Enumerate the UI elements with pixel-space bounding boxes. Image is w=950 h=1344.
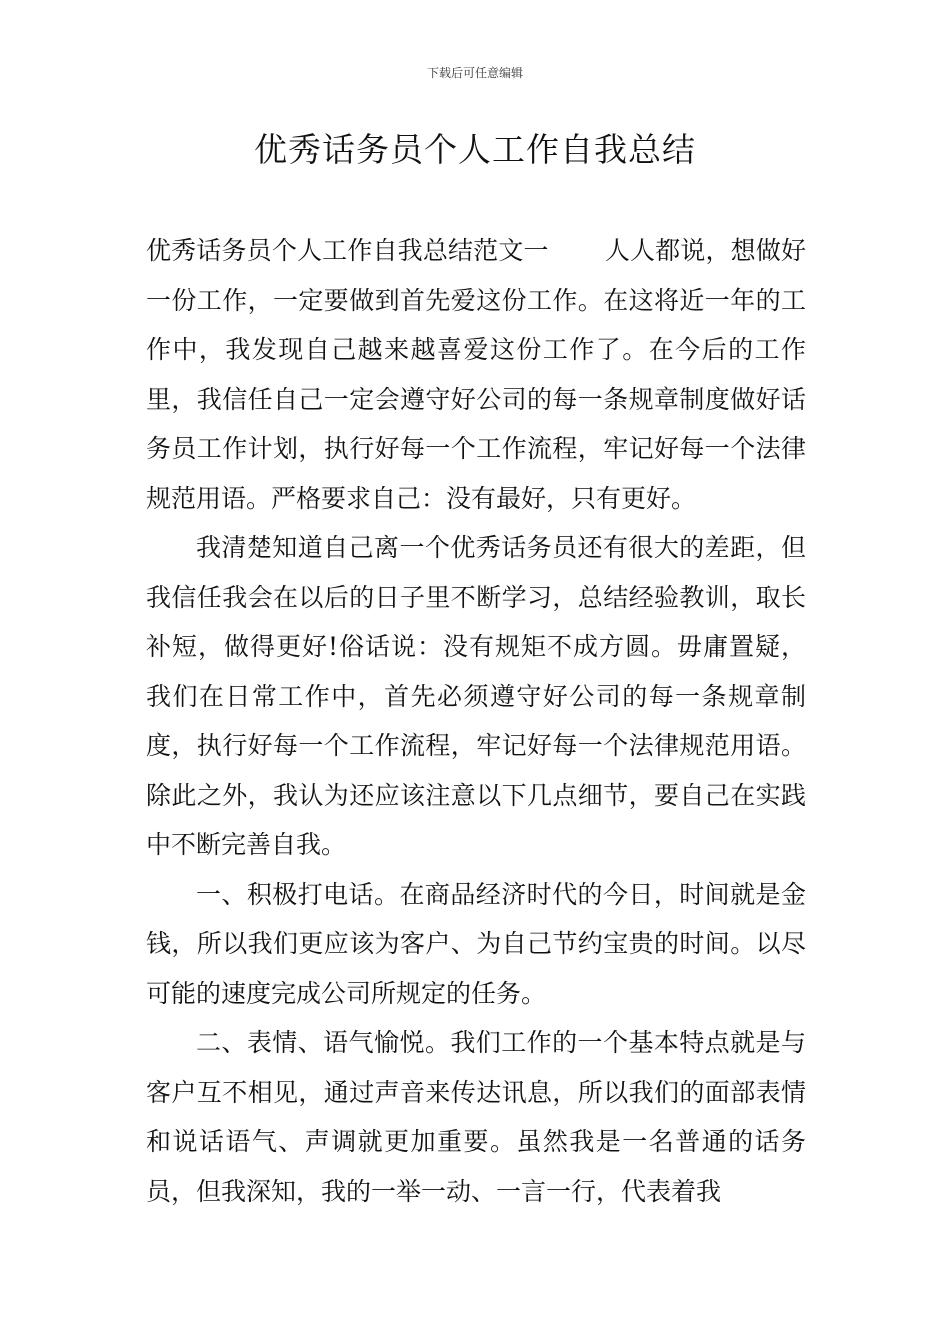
paragraph-1 bbox=[146, 226, 806, 523]
document-body bbox=[146, 226, 806, 1216]
paragraph-1-lead: 优秀话务员个人工作自我总结范文一 bbox=[146, 236, 549, 265]
header-note: 下载后可任意编辑 bbox=[426, 66, 523, 80]
paragraph-4: 二、表情、语气愉悦。我们工作的一个基本特点就是与客户互不相见，通过声音来传达讯息，所以我们的面部表情和说话语气、声调就更加重要。虽然我是一名普通的话务员，但我深知，我的一举一动、一言一行，代表着我 bbox=[146, 1028, 806, 1206]
document-title: 优秀话务员个人工作自我总结 bbox=[254, 130, 696, 169]
paragraph-2: 我清楚知道自己离一个优秀话务员还有很大的差距，但我信任我会在以后的日子里不断学习，总结经验教训，取长补短，做得更好!俗话说：没有规矩不成方圆。毋庸置疑，我们在日常工作中，首先必须遵守好公司的每一条规章制度，执行好每一个工作流程，牢记好每一个法律规范用语。除此之外，我认为还应该注意以下几点细节，要自己在实践中不断完善自我。 bbox=[146, 533, 806, 859]
paragraph-3: 一、积极打电话。在商品经济时代的今日，时间就是金钱，所以我们更应该为客户、为自己节约宝贵的时间。以尽可能的速度完成公司所规定的任务。 bbox=[146, 879, 806, 1008]
paragraph-1-text: 人人都说，想做好一份工作，一定要做到首先爱这份工作。在这将近一年的工作中，我发现自己越来越喜爱这份工作了。在今后的工作里，我信任自己一定会遵守好公司的每一条规章制度做好话务员工作计划，执行好每一个工作流程，牢记好每一个法律规范用语。严格要求自己：没有最好，只有更好。 bbox=[146, 236, 806, 513]
